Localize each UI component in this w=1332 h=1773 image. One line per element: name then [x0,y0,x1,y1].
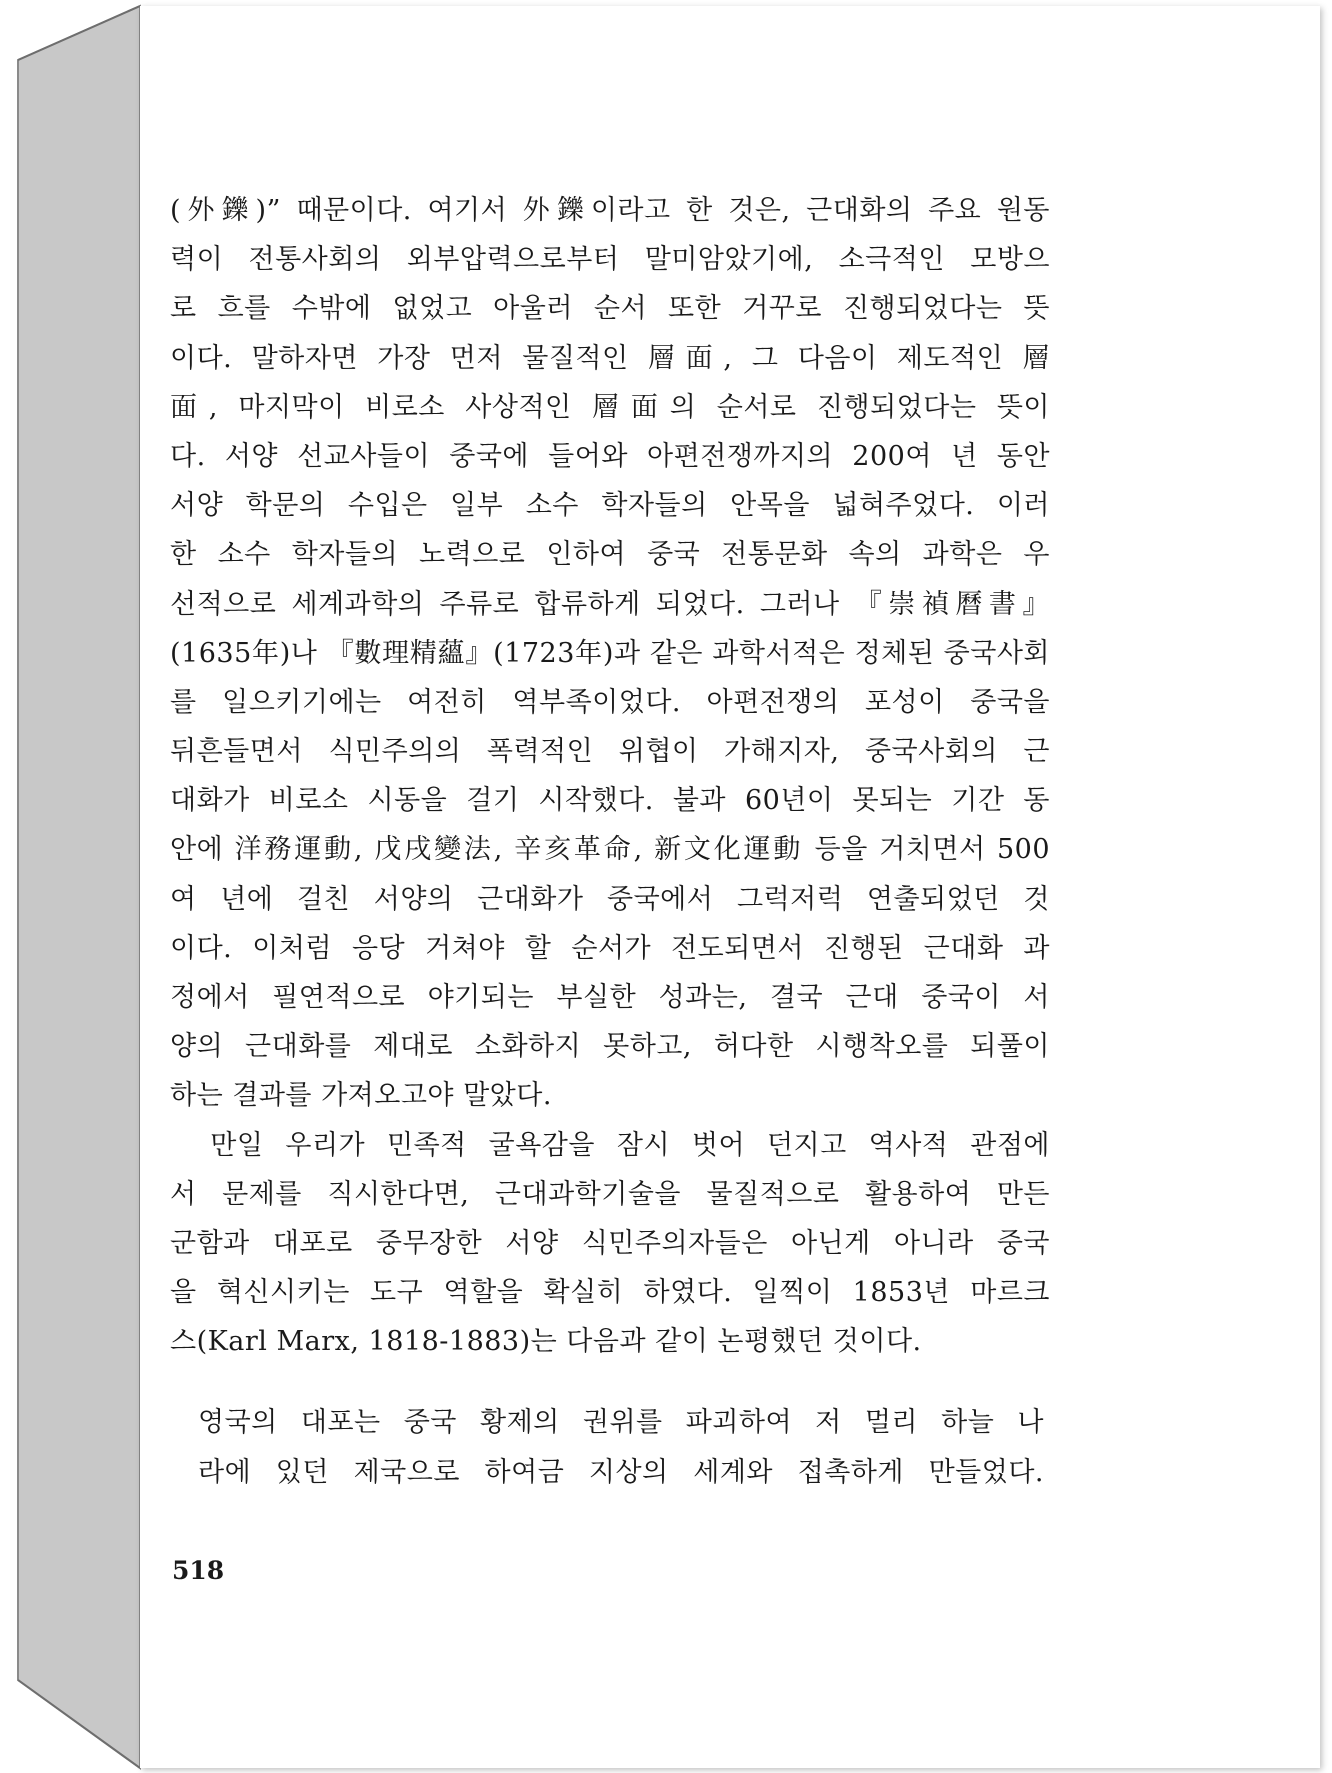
text-line: 만일 우리가 민족적 굴욕감을 잠시 벗어 던지고 역사적 관점에 [170,1129,1050,1161]
quote-line: 영국의 대포는 중국 황제의 권위를 파괴하여 저 멀리 하늘 나 [198,1407,1044,1438]
text-line: 서양 학문의 수입은 일부 소수 학자들의 안목을 넓혀주었다. 이러 [170,490,1050,522]
text-line: 한 소수 학자들의 노력으로 인하여 중국 전통문화 속의 과학은 우 [170,539,1050,571]
text-line: 을 혁신시키는 도구 역할을 확실히 하였다. 일찍이 1853년 마르크 [170,1277,1050,1309]
paragraph-1 [170,186,1050,1121]
text-line: 여 년에 걸친 서양의 근대화가 중국에서 그럭저럭 연출되었던 것 [170,883,1050,915]
text-line: 스(Karl Marx, 1818-1883)는 다음과 같이 논평했던 것이다. [170,1326,922,1358]
body-text [170,186,1050,1367]
text-line: 선적으로 세계과학의 주류로 합류하게 되었다. 그러나 『崇禎曆書』 [170,588,1050,620]
text-line: 양의 근대화를 제대로 소화하지 못하고, 허다한 시행착오를 되풀이 [170,1031,1050,1063]
text-line: 대화가 비로소 시동을 걸기 시작했다. 불과 60년이 못되는 기간 동 [170,785,1050,817]
text-line: 하는 결과를 가져오고야 말았다. [170,1080,552,1112]
text-line: 서 문제를 직시한다면, 근대과학기술을 물질적으로 활용하여 만든 [170,1178,1050,1210]
text-line: (1635年)나 『數理精蘊』(1723年)과 같은 과학서적은 정체된 중국사회 [170,637,1050,669]
spine-face [18,6,140,1768]
text-line: 로 흐를 수밖에 없었고 아울러 순서 또한 거꾸로 진행되었다는 뜻 [170,293,1050,325]
text-line: 안에 洋務運動, 戊戌變法, 辛亥革命, 新文化運動 등을 거치면서 500 [170,834,1050,866]
text-line: 정에서 필연적으로 야기되는 부실한 성과는, 결국 근대 중국이 서 [170,982,1050,1013]
block-quote [198,1398,1044,1498]
text-line: 력이 전통사회의 외부압력으로부터 말미암았기에, 소극적인 모방으 [170,244,1050,276]
text-line: 이다. 말하자면 가장 먼저 물질적인 層面, 그 다음이 제도적인 層 [170,342,1050,374]
text-line: (外鑠)” 때문이다. 여기서 外鑠이라고 한 것은, 근대화의 주요 원동 [170,195,1050,226]
text-line: 다. 서양 선교사들이 중국에 들어와 아편전쟁까지의 200여 년 동안 [170,440,1050,472]
text-line: 를 일으키기에는 여전히 역부족이었다. 아편전쟁의 포성이 중국을 [170,686,1050,718]
text-line: 군함과 대포로 중무장한 서양 식민주의자들은 아닌게 아니라 중국 [170,1227,1050,1259]
paragraph-2 [170,1121,1050,1367]
quote-line: 라에 있던 제국으로 하여금 지상의 세계와 접촉하게 만들었다. [198,1457,1044,1488]
page-number: 518 [172,1556,225,1585]
text-line: 뒤흔들면서 식민주의의 폭력적인 위협이 가해지자, 중국사회의 근 [170,736,1050,768]
text-line: 面, 마지막이 비로소 사상적인 層面의 순서로 진행되었다는 뜻이 [170,391,1050,423]
text-line: 이다. 이처럼 응당 거쳐야 할 순서가 전도되면서 진행된 근대화 과 [170,932,1050,964]
